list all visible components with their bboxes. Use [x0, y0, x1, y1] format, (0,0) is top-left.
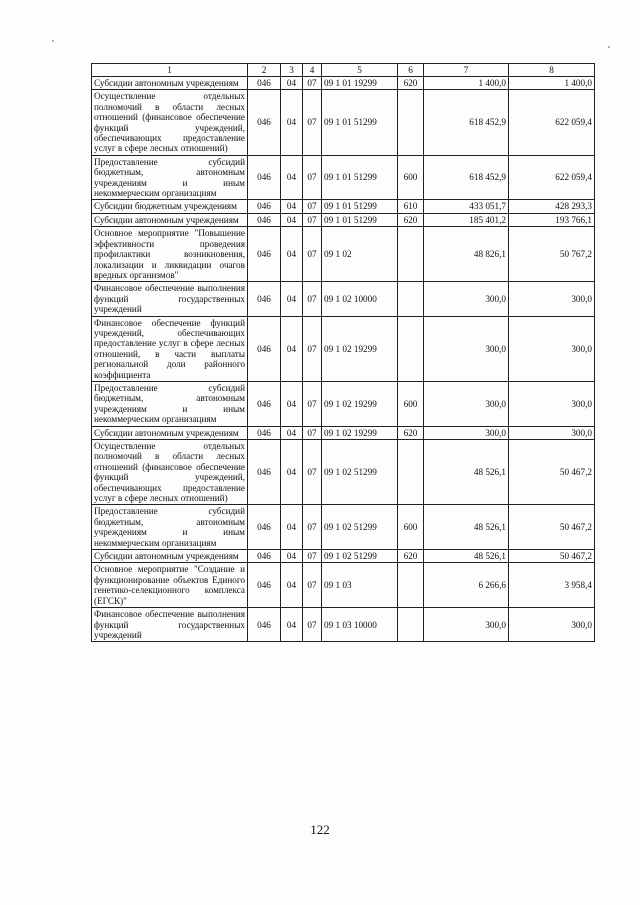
- column-header: 4: [303, 64, 322, 77]
- cell-amount-year-1: 185 401,2: [424, 213, 509, 226]
- cell-name: Субсидии автономным учреждениям: [92, 426, 248, 439]
- cell-target-article: 09 1 02 51299: [322, 550, 398, 563]
- table-row: [92, 200, 595, 213]
- table-row: [92, 282, 595, 316]
- cell-subsection: 07: [303, 426, 322, 439]
- cell-section: 04: [281, 563, 303, 608]
- cell-amount-year-1: 618 452,9: [424, 90, 509, 155]
- cell-subsection: 07: [303, 77, 322, 90]
- cell-section: 04: [281, 213, 303, 226]
- cell-ministry-code: 046: [248, 200, 281, 213]
- table-row: [92, 505, 595, 550]
- cell-section: 04: [281, 550, 303, 563]
- cell-expense-type: 610: [398, 200, 424, 213]
- cell-name: Предоставление субсидий бюджетным, автономным учреждениям и иным некоммерческим организациям: [92, 381, 248, 426]
- cell-ministry-code: 046: [248, 77, 281, 90]
- column-header: 3: [281, 64, 303, 77]
- cell-subsection: 07: [303, 213, 322, 226]
- cell-amount-year-2: 193 766,1: [509, 213, 595, 226]
- table-header-row: [92, 64, 595, 77]
- cell-expense-type: 620: [398, 77, 424, 90]
- cell-target-article: 09 1 01 19299: [322, 77, 398, 90]
- cell-ministry-code: 046: [248, 426, 281, 439]
- cell-subsection: 07: [303, 608, 322, 642]
- cell-subsection: 07: [303, 381, 322, 426]
- cell-ministry-code: 046: [248, 282, 281, 316]
- cell-name: Субсидии автономным учреждениям: [92, 77, 248, 90]
- cell-amount-year-2: 300,0: [509, 381, 595, 426]
- cell-target-article: 09 1 02 19299: [322, 316, 398, 381]
- cell-amount-year-2: 300,0: [509, 282, 595, 316]
- cell-ministry-code: 046: [248, 316, 281, 381]
- table-row: [92, 426, 595, 439]
- table-row: [92, 608, 595, 642]
- cell-section: 04: [281, 505, 303, 550]
- cell-subsection: 07: [303, 200, 322, 213]
- cell-expense-type: [398, 563, 424, 608]
- cell-amount-year-1: 300,0: [424, 426, 509, 439]
- cell-subsection: 07: [303, 563, 322, 608]
- column-header: 6: [398, 64, 424, 77]
- cell-target-article: 09 1 02 19299: [322, 381, 398, 426]
- cell-subsection: 07: [303, 155, 322, 200]
- cell-ministry-code: 046: [248, 381, 281, 426]
- cell-ministry-code: 046: [248, 440, 281, 505]
- cell-amount-year-2: 300,0: [509, 608, 595, 642]
- table-row: [92, 227, 595, 282]
- table-row: [92, 550, 595, 563]
- cell-amount-year-2: 1 400,0: [509, 77, 595, 90]
- cell-section: 04: [281, 316, 303, 381]
- cell-expense-type: [398, 227, 424, 282]
- table-row: [92, 90, 595, 155]
- cell-ministry-code: 046: [248, 213, 281, 226]
- cell-amount-year-2: 50 467,2: [509, 505, 595, 550]
- cell-target-article: 09 1 02 19299: [322, 426, 398, 439]
- table-row: [92, 155, 595, 200]
- cell-amount-year-1: 48 526,1: [424, 550, 509, 563]
- cell-expense-type: [398, 316, 424, 381]
- cell-expense-type: 620: [398, 550, 424, 563]
- table-row: [92, 213, 595, 226]
- scan-artifact: [52, 40, 54, 42]
- cell-amount-year-1: 6 266,6: [424, 563, 509, 608]
- cell-name: Осуществление отдельных полномочий в области лесных отношений (финансовое обеспечение функций учреждений, обеспечивающих предоставление услуг в сфере лесных отношений): [92, 440, 248, 505]
- cell-ministry-code: 046: [248, 550, 281, 563]
- scan-artifact: [608, 46, 610, 48]
- column-header: 5: [322, 64, 398, 77]
- cell-subsection: 07: [303, 227, 322, 282]
- cell-section: 04: [281, 227, 303, 282]
- cell-target-article: 09 1 02 51299: [322, 440, 398, 505]
- cell-expense-type: 600: [398, 155, 424, 200]
- cell-section: 04: [281, 90, 303, 155]
- cell-name: Финансовое обеспечение выполнения функций государственных учреждений: [92, 608, 248, 642]
- cell-amount-year-2: 50 467,2: [509, 550, 595, 563]
- cell-section: 04: [281, 440, 303, 505]
- cell-name: Осуществление отдельных полномочий в области лесных отношений (финансовое обеспечение функций учреждений, обеспечивающих предоставление услуг в сфере лесных отношений): [92, 90, 248, 155]
- cell-ministry-code: 046: [248, 505, 281, 550]
- cell-name: Субсидии автономным учреждениям: [92, 550, 248, 563]
- cell-subsection: 07: [303, 550, 322, 563]
- cell-section: 04: [281, 381, 303, 426]
- page-number: 122: [310, 822, 330, 837]
- cell-name: Предоставление субсидий бюджетным, автономным учреждениям и иным некоммерческим организациям: [92, 505, 248, 550]
- cell-expense-type: 600: [398, 505, 424, 550]
- cell-name: Финансовое обеспечение выполнения функций государственных учреждений: [92, 282, 248, 316]
- cell-name: Предоставление субсидий бюджетным, автономным учреждениям и иным некоммерческим организациям: [92, 155, 248, 200]
- budget-table: [91, 63, 595, 642]
- cell-section: 04: [281, 426, 303, 439]
- cell-amount-year-2: 50 467,2: [509, 440, 595, 505]
- cell-name: Субсидии бюджетным учреждениям: [92, 200, 248, 213]
- cell-ministry-code: 046: [248, 90, 281, 155]
- cell-ministry-code: 046: [248, 155, 281, 200]
- cell-expense-type: [398, 90, 424, 155]
- cell-amount-year-1: 48 826,1: [424, 227, 509, 282]
- cell-amount-year-1: 433 051,7: [424, 200, 509, 213]
- cell-section: 04: [281, 77, 303, 90]
- cell-ministry-code: 046: [248, 608, 281, 642]
- cell-amount-year-2: 622 059,4: [509, 90, 595, 155]
- cell-amount-year-1: 618 452,9: [424, 155, 509, 200]
- cell-amount-year-1: 300,0: [424, 381, 509, 426]
- cell-target-article: 09 1 02 10000: [322, 282, 398, 316]
- cell-section: 04: [281, 200, 303, 213]
- table-row: [92, 316, 595, 381]
- table-body: [92, 77, 595, 642]
- cell-amount-year-1: 300,0: [424, 316, 509, 381]
- cell-amount-year-2: 50 767,2: [509, 227, 595, 282]
- cell-ministry-code: 046: [248, 563, 281, 608]
- column-header: 2: [248, 64, 281, 77]
- cell-expense-type: 620: [398, 426, 424, 439]
- cell-section: 04: [281, 155, 303, 200]
- cell-target-article: 09 1 03 10000: [322, 608, 398, 642]
- cell-subsection: 07: [303, 282, 322, 316]
- cell-amount-year-1: 300,0: [424, 282, 509, 316]
- cell-target-article: 09 1 01 51299: [322, 213, 398, 226]
- cell-expense-type: [398, 282, 424, 316]
- cell-section: 04: [281, 608, 303, 642]
- cell-target-article: 09 1 02: [322, 227, 398, 282]
- cell-name: Основное мероприятие "Повышение эффективности проведения профилактики возникновения, локализации и ликвидации очагов вредных организмов": [92, 227, 248, 282]
- cell-expense-type: 600: [398, 381, 424, 426]
- table-row: [92, 440, 595, 505]
- cell-expense-type: [398, 608, 424, 642]
- cell-subsection: 07: [303, 316, 322, 381]
- cell-section: 04: [281, 282, 303, 316]
- column-header: 8: [509, 64, 595, 77]
- cell-expense-type: [398, 440, 424, 505]
- cell-amount-year-2: 300,0: [509, 426, 595, 439]
- cell-target-article: 09 1 02 51299: [322, 505, 398, 550]
- cell-subsection: 07: [303, 90, 322, 155]
- cell-name: Основное мероприятие "Создание и функционирование объектов Единого генетико-селекционного комплекса (ЕГСК)": [92, 563, 248, 608]
- table-row: [92, 563, 595, 608]
- cell-ministry-code: 046: [248, 227, 281, 282]
- cell-subsection: 07: [303, 505, 322, 550]
- cell-target-article: 09 1 01 51299: [322, 200, 398, 213]
- column-header: 1: [92, 64, 248, 77]
- cell-amount-year-1: 48 526,1: [424, 505, 509, 550]
- cell-amount-year-1: 1 400,0: [424, 77, 509, 90]
- cell-target-article: 09 1 01 51299: [322, 90, 398, 155]
- cell-amount-year-1: 300,0: [424, 608, 509, 642]
- cell-amount-year-2: 3 958,4: [509, 563, 595, 608]
- cell-name: Финансовое обеспечение функций учреждений, обеспечивающих предоставление услуг в сфере лесных отношений, в части выплаты региональной доли районного коэффициента: [92, 316, 248, 381]
- cell-target-article: 09 1 01 51299: [322, 155, 398, 200]
- cell-name: Субсидии автономным учреждениям: [92, 213, 248, 226]
- cell-amount-year-2: 428 293,3: [509, 200, 595, 213]
- table-row: [92, 381, 595, 426]
- column-header: 7: [424, 64, 509, 77]
- table-row: [92, 77, 595, 90]
- cell-expense-type: 620: [398, 213, 424, 226]
- cell-amount-year-2: 622 059,4: [509, 155, 595, 200]
- cell-target-article: 09 1 03: [322, 563, 398, 608]
- cell-amount-year-1: 48 526,1: [424, 440, 509, 505]
- cell-amount-year-2: 300,0: [509, 316, 595, 381]
- cell-subsection: 07: [303, 440, 322, 505]
